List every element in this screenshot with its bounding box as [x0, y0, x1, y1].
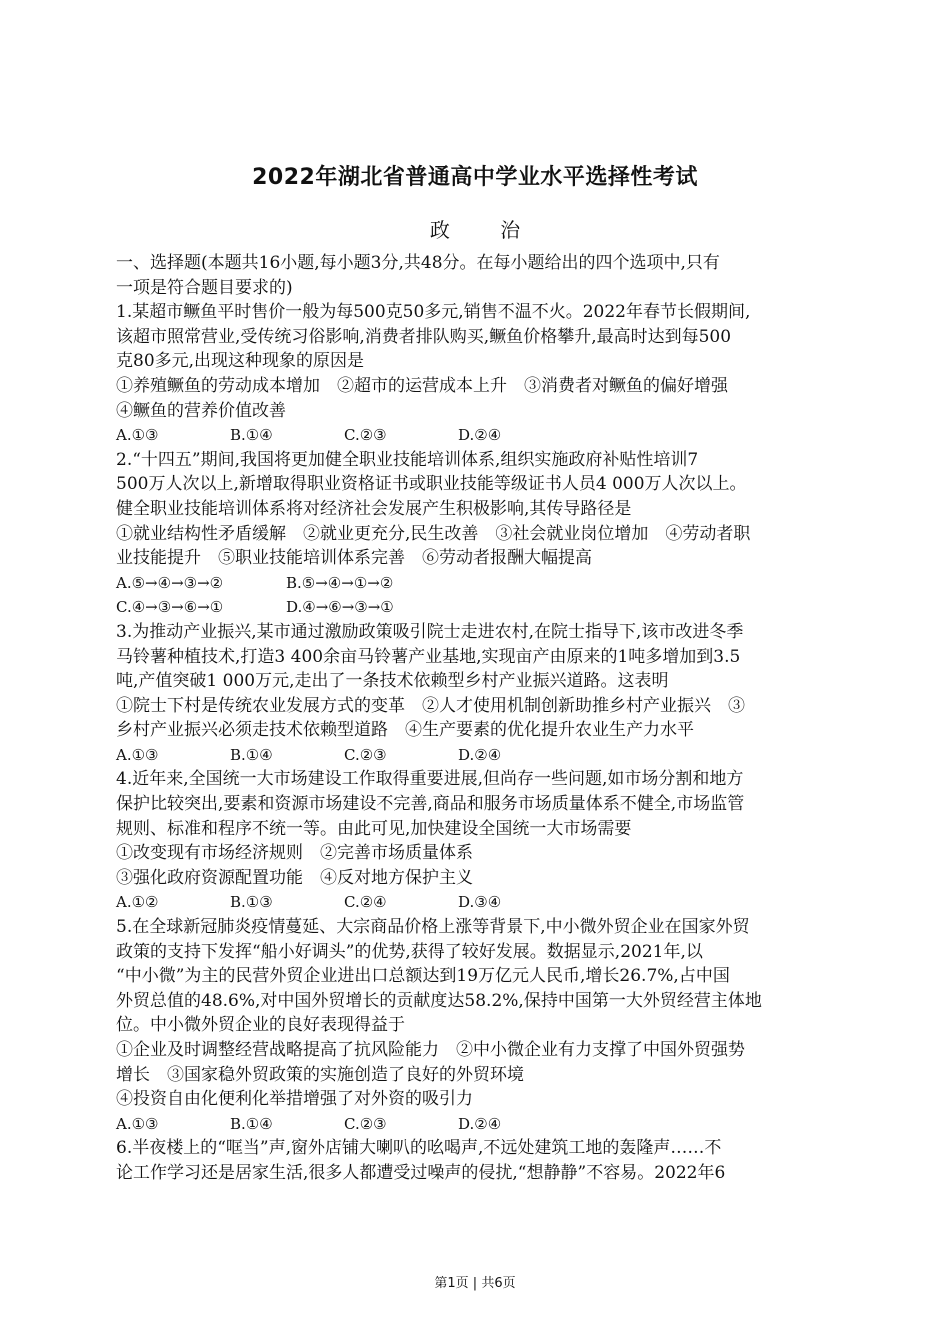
option-a: A.①③ [116, 426, 159, 445]
statement-line: ④鳜鱼的营养价值改善 [116, 400, 286, 421]
section-heading-line: 一、选择题(本题共16小题,每小题3分,共48分。在每小题给出的四个选项中,只有 [116, 253, 720, 273]
statement-line: 增长 ③国家稳外贸政策的实施创造了良好的外贸环境 [116, 1064, 524, 1085]
option-d: D.③④ [458, 893, 502, 912]
option-c: C.②③ [344, 1114, 387, 1133]
question-stem-line: 3.为推动产业振兴,某市通过激励政策吸引院士走进农村,在院士指导下,该市改进冬季 [116, 621, 744, 642]
question-6 [116, 1136, 836, 1185]
option-b: B.①④ [230, 1114, 273, 1133]
question-stem-line: 马铃薯种植技术,打造3 400余亩马铃薯产业基地,实现亩产由原来的1吨多增加到3.5 [116, 646, 741, 667]
option-d: D.④→⑥→③→① [286, 598, 394, 617]
option-a: A.⑤→④→③→② [116, 573, 224, 592]
statement-line: ①就业结构性矛盾缓解 ②就业更充分,民生改善 ③社会就业岗位增加 ④劳动者职 [116, 523, 751, 544]
question-5 [116, 915, 836, 1136]
option-b: B.①④ [230, 426, 273, 445]
statement-line: 乡村产业振兴必须走技术依赖型道路 ④生产要素的优化提升农业生产力水平 [116, 720, 694, 741]
answer-options [116, 743, 836, 768]
option-a: A.①② [116, 893, 159, 912]
option-d: D.②④ [458, 1114, 502, 1133]
statement-line: ③强化政府资源配置功能 ④反对地方保护主义 [116, 867, 473, 888]
option-c: C.②③ [344, 426, 387, 445]
question-stem-line: 500万人次以上,新增取得职业资格证书或职业技能等级证书人员4 000万人次以上。 [116, 474, 747, 495]
question-4 [116, 767, 836, 915]
question-stem-line: 政策的支持下发挥“船小好调头”的优势,获得了较好发展。数据显示,2021年,以 [116, 941, 703, 962]
question-stem-line: 5.在全球新冠肺炎疫情蔓延、大宗商品价格上涨等背景下,中小微外贸企业在国家外贸 [116, 917, 750, 938]
question-1 [116, 300, 836, 448]
question-stem-line: “中小微”为主的民营外贸企业进出口总额达到19万亿元人民币,增长26.7%,占中国 [116, 966, 730, 987]
option-a: A.①③ [116, 1114, 159, 1133]
exam-title: 2022年湖北省普通高中学业水平选择性考试 [252, 165, 698, 190]
question-stem-line: 吨,产值突破1 000万元,走出了一条技术依赖型乡村产业振兴道路。这表明 [116, 671, 669, 692]
answer-options [116, 890, 836, 915]
option-b: B.⑤→④→①→② [286, 573, 394, 592]
question-body [116, 251, 836, 1186]
answer-options [116, 1112, 836, 1137]
question-stem-line: 2.“十四五”期间,我国将更加健全职业技能培训体系,组织实施政府补贴性培训7 [116, 449, 699, 470]
question-stem-line: 6.半夜楼上的“哐当”声,窗外店铺大喇叭的吆喝声,不远处建筑工地的轰隆声……不 [116, 1138, 722, 1159]
option-b: B.①③ [230, 893, 273, 912]
statement-line: ①养殖鳜鱼的劳动成本增加 ②超市的运营成本上升 ③消费者对鳜鱼的偏好增强 [116, 375, 728, 396]
question-stem-line: 该超市照常营业,受传统习俗影响,消费者排队购买,鳜鱼价格攀升,最高时达到每500 [116, 326, 732, 347]
question-stem-line: 保护比较突出,要素和资源市场建设不完善,商品和服务市场质量体系不健全,市场监管 [116, 794, 745, 815]
option-d: D.②④ [458, 745, 502, 764]
question-3 [116, 620, 836, 768]
option-c: C.②③ [344, 745, 387, 764]
question-2 [116, 448, 836, 620]
option-b: B.①④ [230, 745, 273, 764]
answer-options [116, 595, 836, 620]
option-d: D.②④ [458, 426, 502, 445]
question-stem-line: 规则、标准和程序不统一等。由此可见,加快建设全国统一大市场需要 [116, 818, 632, 839]
option-c: C.②④ [344, 893, 387, 912]
answer-options [116, 423, 836, 448]
question-stem-line: 4.近年来,全国统一大市场建设工作取得重要进展,但尚存一些问题,如市场分割和地方 [116, 769, 744, 790]
subject-heading: 政 治 [429, 218, 543, 242]
question-stem-line: 1.某超市鳜鱼平时售价一般为每500克50多元,销售不温不火。2022年春节长假期间, [116, 302, 751, 323]
statement-line: ①企业及时调整经营战略提高了抗风险能力 ②中小微企业有力支撑了中国外贸强势 [116, 1040, 745, 1060]
question-stem-line: 位。中小微外贸企业的良好表现得益于 [116, 1015, 405, 1036]
question-stem-line: 论工作学习还是居家生活,很多人都遭受过噪声的侵扰,“想静静”不容易。2022年6 [116, 1162, 726, 1183]
question-stem-line: 克80多元,出现这种现象的原因是 [116, 351, 365, 372]
section-heading-line: 一项是符合题目要求的) [116, 277, 293, 298]
statement-line: ①院士下村是传统农业发展方式的变革 ②人才使用机制创新助推乡村产业振兴 ③ [116, 695, 745, 716]
answer-options [116, 571, 836, 596]
statement-line: ④投资自由化便利化举措增强了对外资的吸引力 [116, 1089, 473, 1110]
option-a: A.①③ [116, 745, 159, 764]
page-footer: 第1页 | 共6页 [434, 1276, 516, 1291]
statement-line: 业技能提升 ⑤职业技能培训体系完善 ⑥劳动者报酬大幅提高 [116, 548, 592, 569]
question-stem-line: 外贸总值的48.6%,对中国外贸增长的贡献度达58.2%,保持中国第一大外贸经营主体地 [116, 990, 762, 1011]
option-c: C.④→③→⑥→① [116, 598, 224, 617]
statement-line: ①改变现有市场经济规则 ②完善市场质量体系 [116, 843, 473, 864]
question-stem-line: 健全职业技能培训体系将对经济社会发展产生积极影响,其传导路径是 [116, 498, 632, 519]
